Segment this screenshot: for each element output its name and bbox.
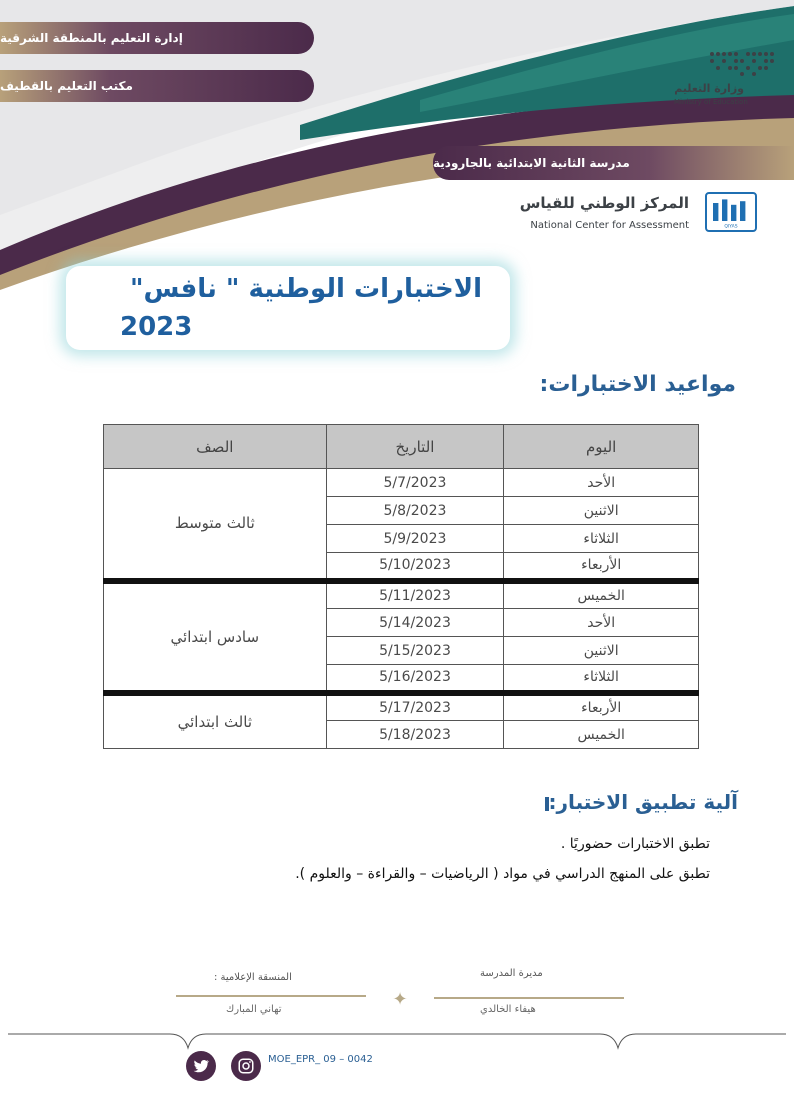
page-title: الاختبارات الوطنية " نافس" xyxy=(129,274,482,304)
day-cell: الاثنين xyxy=(504,637,699,665)
date-cell: 5/7/2023 xyxy=(326,469,504,497)
mechanism-line-2: تطبق على المنهج الدراسي في مواد ( الرياضيات – والقراءة – والعلوم ). xyxy=(295,866,710,882)
day-cell: الثلاثاء xyxy=(504,665,699,693)
qiyas-mark-icon xyxy=(705,192,757,232)
ministry-name-ar: وزارة التعليم xyxy=(674,82,744,95)
column-header-grade: الصف xyxy=(104,425,327,469)
day-cell: الخميس xyxy=(504,581,699,609)
day-cell: الأربعاء xyxy=(504,693,699,721)
mechanism-heading xyxy=(537,790,738,814)
office-banner xyxy=(0,70,314,102)
date-cell: 5/17/2023 xyxy=(326,693,504,721)
day-cell: الأحد xyxy=(504,469,699,497)
media-signature-line xyxy=(176,995,366,997)
date-cell: 5/16/2023 xyxy=(326,665,504,693)
mechanism-line-1: تطبق الاختبارات حضوريًا . xyxy=(560,836,710,852)
ministry-dots-icon xyxy=(708,50,776,76)
column-header-date: التاريخ xyxy=(326,425,504,469)
schedule-heading: مواعيد الاختبارات: xyxy=(539,372,736,397)
table-row xyxy=(104,693,699,721)
table-row xyxy=(104,581,699,609)
qiyas-logo xyxy=(515,190,765,238)
day-cell: الأربعاء xyxy=(504,553,699,581)
school-banner xyxy=(433,146,794,180)
media-coordinator-role: المنسقة الإعلامية : xyxy=(214,972,292,983)
twitter-glyph xyxy=(192,1057,210,1075)
grade-cell: ثالث متوسط xyxy=(104,469,327,581)
column-header-day: اليوم xyxy=(504,425,699,469)
qiyas-mark-text: QIYAS xyxy=(724,224,738,230)
principal-name: هيفاء الخالدي xyxy=(480,1004,536,1015)
admin-label: إدارة التعليم بالمنطقة الشرقية xyxy=(0,31,183,45)
principal-signature-line xyxy=(434,997,624,999)
day-cell: الثلاثاء xyxy=(504,525,699,553)
date-cell: 5/14/2023 xyxy=(326,609,504,637)
grade-cell: سادس ابتدائي xyxy=(104,581,327,693)
twitter-icon[interactable] xyxy=(186,1051,216,1081)
grade-cell: ثالث ابتدائي xyxy=(104,693,327,749)
instagram-glyph xyxy=(237,1057,255,1075)
qiyas-name-ar: المركز الوطني للقياس xyxy=(519,194,689,212)
admin-banner xyxy=(0,22,314,54)
day-cell: الأحد xyxy=(504,609,699,637)
date-cell: 5/11/2023 xyxy=(326,581,504,609)
school-label: مدرسة الثانية الابتدائية بالجارودية xyxy=(433,156,630,170)
date-cell: 5/18/2023 xyxy=(326,721,504,749)
principal-role: مديرة المدرسة xyxy=(480,968,543,979)
table-row xyxy=(104,469,699,497)
ministry-name-en: Ministry of Education xyxy=(674,98,748,106)
footer-divider xyxy=(0,1020,794,1060)
day-cell: الاثنين xyxy=(504,497,699,525)
date-cell: 5/8/2023 xyxy=(326,497,504,525)
ministry-logo xyxy=(672,48,782,108)
day-cell: الخميس xyxy=(504,721,699,749)
date-cell: 5/9/2023 xyxy=(326,525,504,553)
media-coordinator-name: تهاني المبارك xyxy=(226,1004,282,1015)
qiyas-name-en: National Center for Assessment xyxy=(530,220,689,231)
instagram-icon[interactable] xyxy=(231,1051,261,1081)
schedule-table xyxy=(103,424,699,749)
title-box xyxy=(66,266,510,350)
document-reference-code: MOE_EPR_ 09 – 0042 xyxy=(268,1054,373,1065)
office-label: مكتب التعليم بالقطيف xyxy=(0,79,133,93)
mechanism-heading-text: آلية تطبيق الاختبار: xyxy=(548,790,738,814)
date-cell: 5/10/2023 xyxy=(326,553,504,581)
sparkle-icon: ✦ xyxy=(392,989,408,1010)
table-header-row xyxy=(104,425,699,469)
page-title-year: 2023 xyxy=(120,312,193,342)
date-cell: 5/15/2023 xyxy=(326,637,504,665)
